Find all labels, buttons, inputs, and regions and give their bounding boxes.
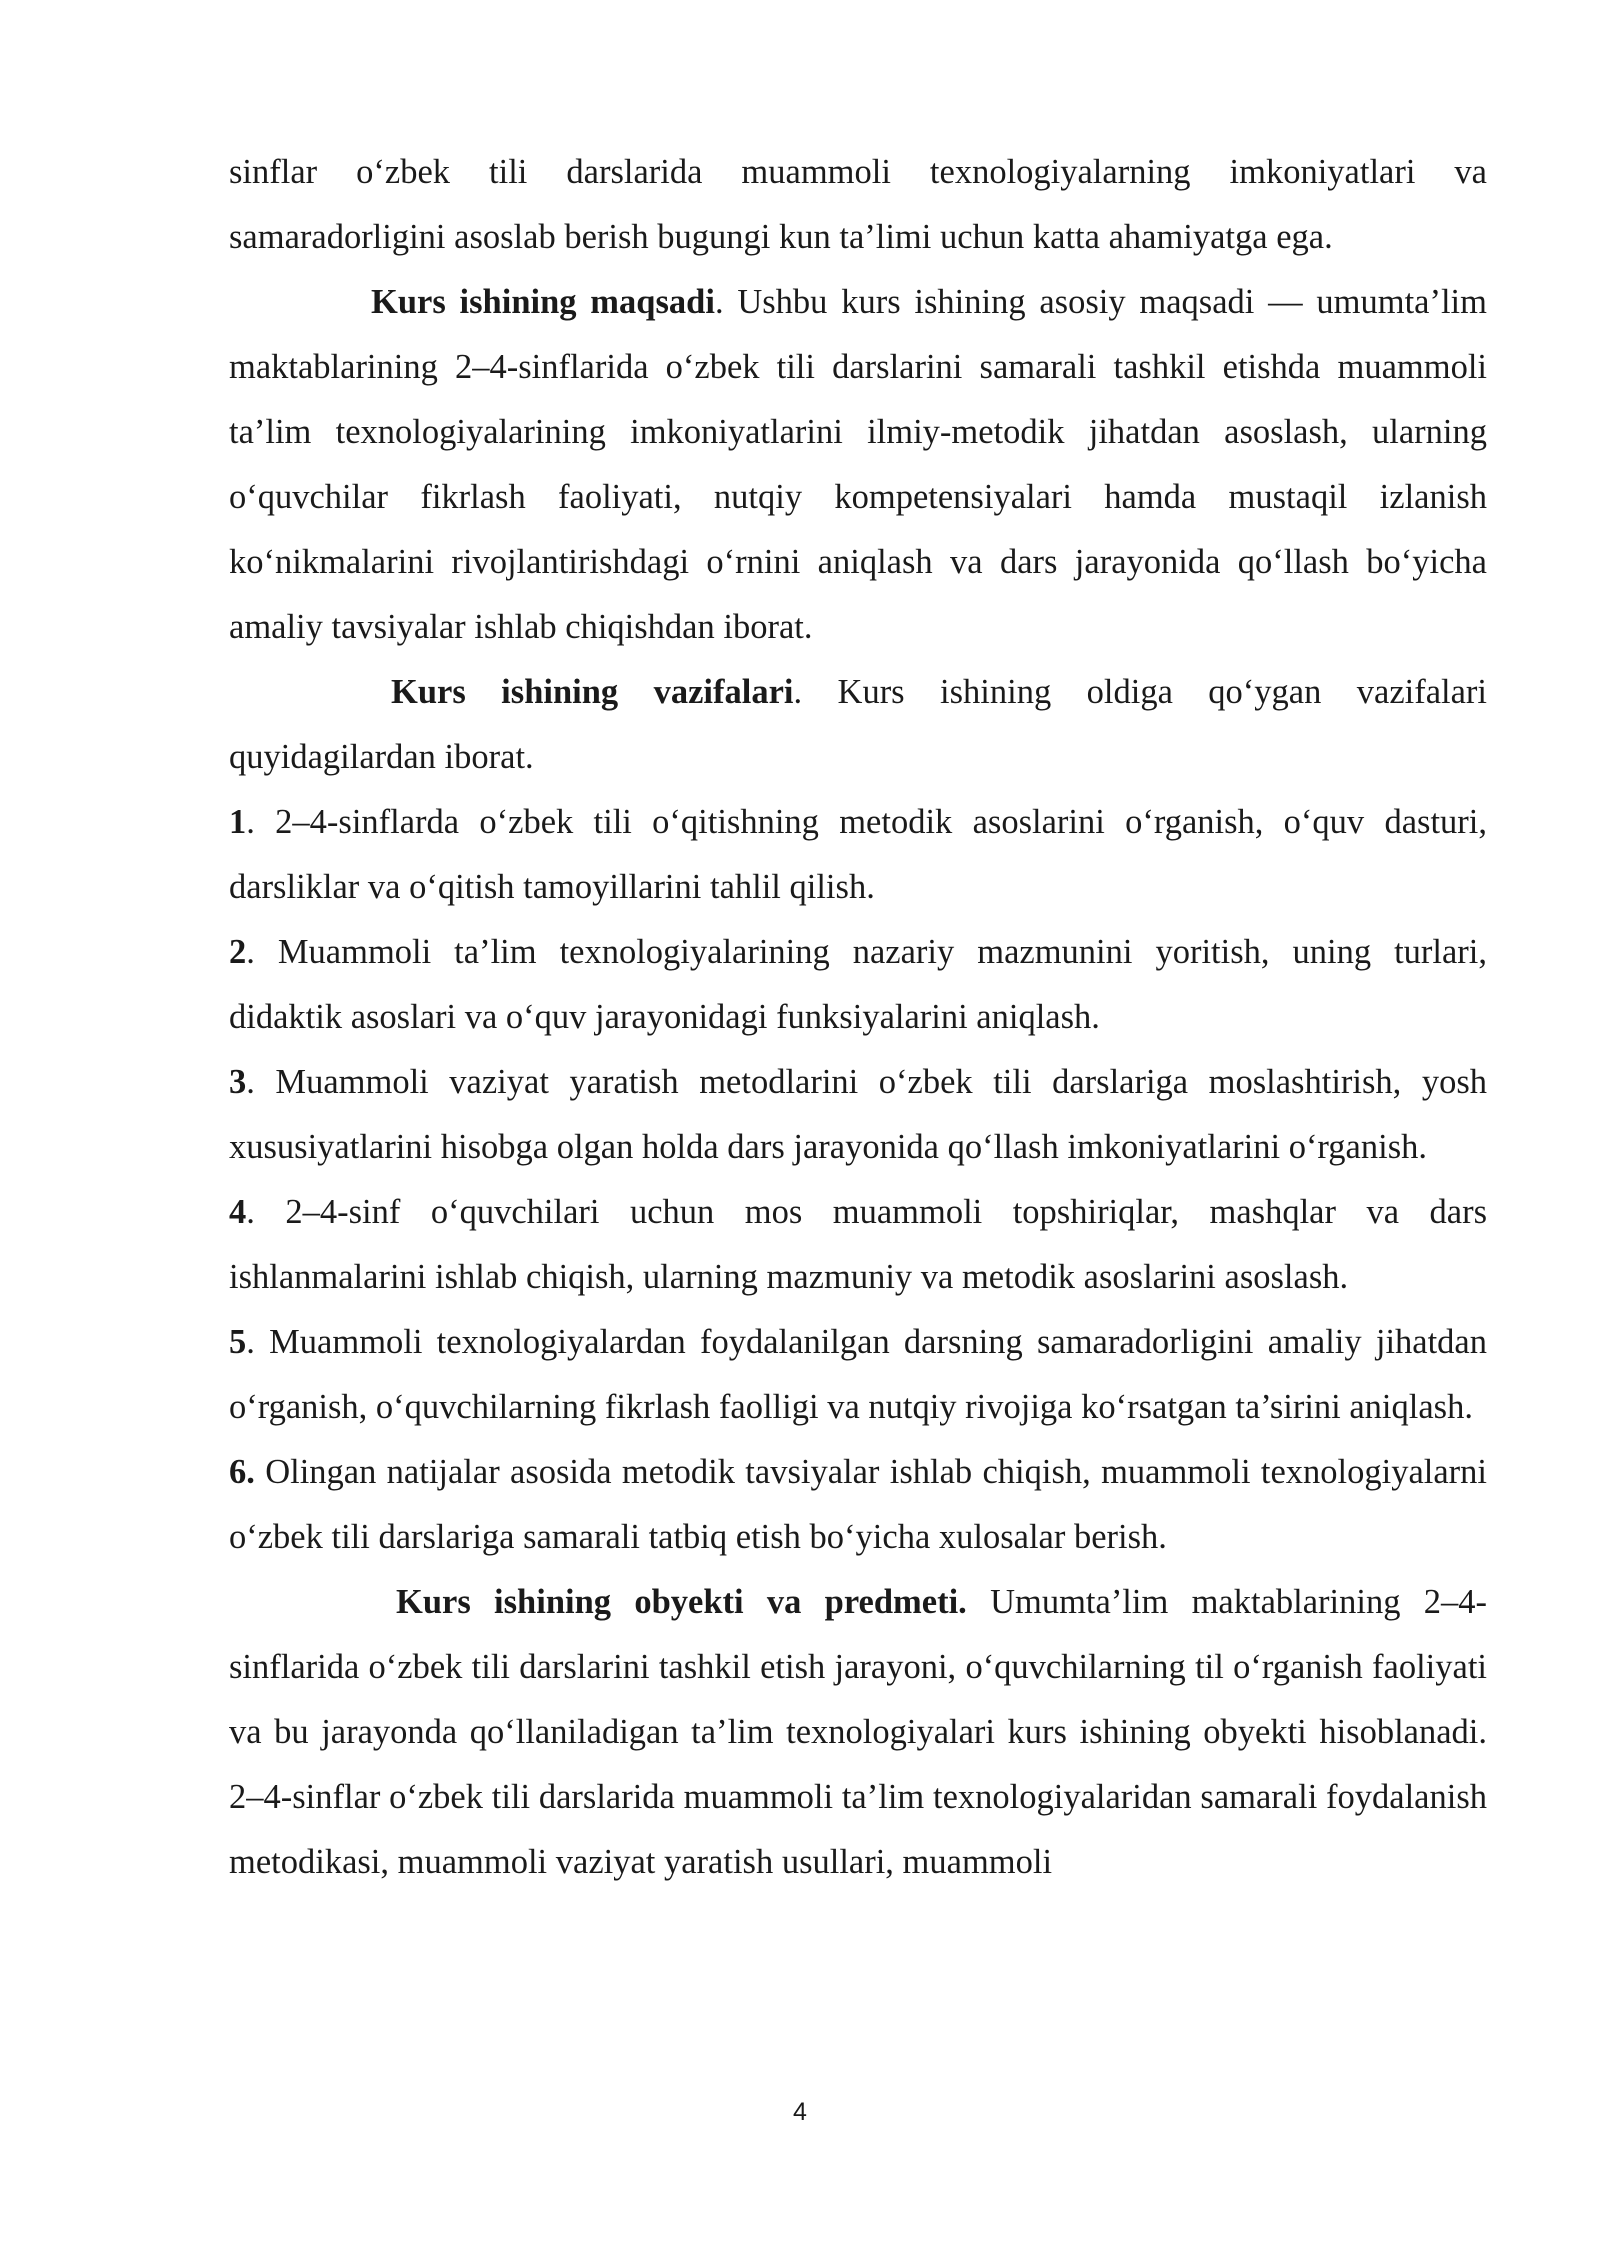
object-text: Umumta’lim maktablarining 2–4-sinflarida o‘zbek tili darslarini tashkil etish jarayoni, o‘quvchilarning til o‘rganish faoliyati va bu jarayonda qo‘llaniladigan ta’lim texnologiyalari kurs ishining obyekti hisoblanadi. 2–4-sinflar o‘zbek tili darslarida muammoli ta’lim texnologiyalaridan samarali foydalanish metodikasi, muammoli vaziyat yaratish usullari, muammoli	[229, 1583, 1487, 1881]
goal-heading: Kurs ishining maqsadi	[371, 283, 715, 321]
page-body	[229, 140, 1487, 1895]
task-number: 4	[229, 1193, 247, 1231]
object-paragraph	[229, 1570, 1487, 1895]
tasks-paragraph	[229, 660, 1487, 790]
task-item	[229, 1050, 1487, 1180]
intro-text: sinflar o‘zbek tili darslarida muammoli texnologiyalarning imkoniyatlari va samaradorligini asoslab berish bugungi kun ta’limi uchun katta ahamiyatga ega.	[229, 153, 1487, 256]
task-number: 6.	[229, 1453, 255, 1491]
task-text: . 2–4-sinf o‘quvchilari uchun mos muammoli topshiriqlar, mashqlar va dars ishlanmalarini ishlab chiqish, ularning mazmuniy va metodik asoslarini asoslash.	[229, 1193, 1487, 1296]
task-item	[229, 1180, 1487, 1310]
page-number: 4	[793, 2098, 807, 2126]
task-number: 3	[229, 1063, 247, 1101]
task-text: . Muammoli ta’lim texnologiyalarining nazariy mazmunini yoritish, uning turlari, didaktik asoslari va o‘quv jarayonidagi funksiyalarini aniqlash.	[229, 933, 1487, 1036]
task-text: . Muammoli texnologiyalardan foydalanilgan darsning samaradorligini amaliy jihatdan o‘rganish, o‘quvchilarning fikrlash faolligi va nutqiy rivojiga ko‘rsatgan ta’sirini aniqlash.	[229, 1323, 1487, 1426]
goal-paragraph	[229, 270, 1487, 660]
goal-text: . Ushbu kurs ishining asosiy maqsadi — umumta’lim maktablarining 2–4-sinflarida o‘zbek tili darslarini samarali tashkil etishda muammoli ta’lim texnologiyalarining imkoniyatlarini ilmiy-metodik jihatdan asoslash, ularning o‘quvchilar fikrlash faoliyati, nutqiy kompetensiyalari hamda mustaqil izlanish ko‘nikmalarini rivojlantirishdagi o‘rnini aniqlash va dars jarayonida qo‘llash bo‘yicha amaliy tavsiyalar ishlab chiqishdan iborat.	[229, 283, 1487, 646]
task-item	[229, 790, 1487, 920]
intro-paragraph	[229, 140, 1487, 270]
task-number: 2	[229, 933, 247, 971]
task-number: 1	[229, 803, 247, 841]
object-heading: Kurs ishining obyekti va predmeti.	[396, 1583, 967, 1621]
task-item	[229, 920, 1487, 1050]
tasks-intro-text: . Kurs ishining oldiga qo‘ygan vazifalari quyidagilardan iborat.	[229, 673, 1488, 776]
task-text: Olingan natijalar asosida metodik tavsiyalar ishlab chiqish, muammoli texnologiyalarni o‘zbek tili darslariga samarali tatbiq etish bo‘yicha xulosalar berish.	[229, 1453, 1487, 1556]
tasks-heading: Kurs ishining vazifalari	[391, 673, 794, 711]
task-item	[229, 1440, 1487, 1570]
task-text: . 2–4-sinflarda o‘zbek tili o‘qitishning metodik asoslarini o‘rganish, o‘quv dasturi, darsliklar va o‘qitish tamoyillarini tahlil qilish.	[229, 803, 1487, 906]
task-item	[229, 1310, 1487, 1440]
task-text: . Muammoli vaziyat yaratish metodlarini o‘zbek tili darslariga moslashtirish, yosh xususiyatlarini hisobga olgan holda dars jarayonida qo‘llash imkoniyatlarini o‘rganish.	[229, 1063, 1487, 1166]
task-number: 5	[229, 1323, 247, 1361]
